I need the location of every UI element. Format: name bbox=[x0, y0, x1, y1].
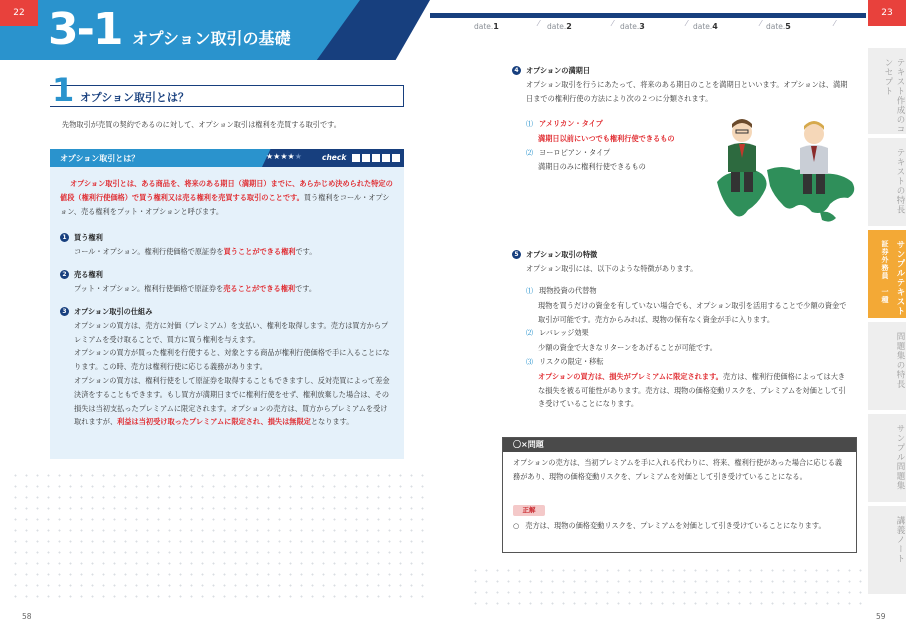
section-number: 1 bbox=[52, 71, 75, 109]
chapter-title: オプション取引の基礎 bbox=[132, 29, 291, 48]
section-title: オプション取引とは？ bbox=[80, 91, 190, 104]
date-item: date.5 bbox=[766, 22, 791, 31]
definition-box-label: オプション取引とは？ bbox=[60, 154, 140, 163]
definition-box bbox=[50, 149, 404, 459]
section-4: 4 オプションの満期日 オプション取引を行うにあたって、将来のある期日のことを満期日といいます。オプションは、満期日までの権利行使の方法により次の２つに分類されます。 bbox=[512, 64, 852, 105]
date-separator: ⁄ bbox=[538, 19, 540, 28]
dotted-background-left bbox=[10, 470, 430, 600]
date-item: date.1 bbox=[474, 22, 499, 31]
date-separator: ⁄ bbox=[686, 19, 688, 28]
item-put: 2 売る権利 プット・オプション。権利行使価格で原証券を売ることができる権利です。 bbox=[60, 268, 394, 296]
date-item: date.2 bbox=[547, 22, 572, 31]
date-item: date.3 bbox=[620, 22, 645, 31]
right-page-number: 59 bbox=[876, 612, 886, 621]
sidebar-tab-text-features[interactable]: テキストの特長 bbox=[868, 138, 906, 226]
difficulty-stars: ★★★★★ bbox=[266, 152, 302, 161]
difficulty-star-empty: ★ bbox=[294, 152, 302, 161]
item-call: 1 買う権利 コール・オプション。権利行使価格で原証券を買うことができる権利です。 bbox=[60, 231, 394, 259]
check-box[interactable] bbox=[392, 154, 400, 162]
date-bar bbox=[430, 13, 866, 35]
item-mechanism: 3 オプション取引の仕組み オプションの買方は、売方に対価（プレミアム）を支払い、権利を取得します。売方は買方からプレミアムを受け取ることで、買方に買う権利を与えます。 オプションの買方が買った権利を行使すると、対象とする商品が権利行使価格で手に入ることになります。この時、売方は権利行使に応じる義務があります。 オプションの買方は、権利行使をして原証券を取得することもできますし、反対売買によって差金決済をすることもできます。もし買方が満期日までに権利行使をせず、権利放棄した場合は、その損失は当初支払ったプレミアムに限定されます。オプションの売方は、買方からプレミアムを受け取れますが、利益は当初受け取ったプレミアムに限定され、損失は無限定となります。 bbox=[60, 305, 394, 429]
sidebar-tab-label: サンプルテキスト bbox=[895, 240, 905, 316]
american-type: ⑴ アメリカン・タイプ 満期日以前にいつでも権利行使できるもの ⑵ ヨーロピアン・タイプ 満期日のみに権利行使できるもの bbox=[526, 119, 675, 172]
sidebar-tab-sample-text[interactable] bbox=[868, 230, 906, 318]
date-separator: ⁄ bbox=[612, 19, 614, 28]
check-label: check bbox=[322, 153, 347, 162]
answer-mark: ○ bbox=[513, 521, 520, 530]
sidebar-tab-sample-workbook[interactable]: サンプル問題集 bbox=[868, 414, 906, 502]
definition-paragraph: オプション取引とは、ある商品を、将来のある期日（満期日）までに、あらかじめ決められた特定の値段（権利行使価格）で買う権利又は売る権利を売買する取引のことです。買う権利をコール・オプション、売る権利をプット・オプションと呼びます。 bbox=[60, 179, 393, 216]
feature-list: ⑴ 現物投資の代替物 現物を買うだけの資金を有していない場合でも、オプション取引を活用することで少額の資金で取引が可能です。売方からみれば、現物の保有なく資金が手に入ります。 ⑵ レバレッジ効果 少額の資金で大きなリターンをあげることが可能です。 ⑶ リスクの限定・移転 オプションの買方は、損失がプレミアムに限定されます。売方は、権利行使価格によっては大きな損失を被る可能性があります。売方は、現物の価格変動リスクを、プレミアムを対価として引き受けていることになります。 bbox=[526, 286, 847, 409]
left-page-number: 58 bbox=[22, 612, 32, 621]
check-box[interactable] bbox=[382, 154, 390, 162]
quiz-header bbox=[503, 438, 856, 452]
sidebar-tab-workbook-features[interactable]: 問題集の特長 bbox=[868, 322, 906, 410]
sidebar-tab-sublabel: 証券外務員 一種 bbox=[881, 240, 889, 304]
sidebar-tab-concept[interactable]: テキスト作成のコンセプト bbox=[868, 48, 906, 134]
world-map-illustration bbox=[712, 112, 862, 230]
answer-badge: 正解 bbox=[513, 505, 545, 516]
quiz-answer: ○ 売方は、現物の価格変動リスクを、プレミアムを対価として引き受けていることになります。 bbox=[513, 521, 826, 530]
quiz-label: 〇×問題 bbox=[513, 440, 544, 449]
chapter-number: 3-1 bbox=[48, 4, 122, 55]
check-box[interactable] bbox=[362, 154, 370, 162]
left-page-tab: 22 bbox=[0, 0, 38, 26]
date-item: date.4 bbox=[693, 22, 718, 31]
sidebar-tab-lecture-notes[interactable]: 講義ノート bbox=[868, 506, 906, 594]
check-box[interactable] bbox=[352, 154, 360, 162]
date-separator: ⁄ bbox=[834, 19, 836, 28]
intro-text: 先物取引が売買の契約であるのに対して、オプション取引は権利を売買する取引です。 bbox=[62, 120, 341, 129]
date-separator: ⁄ bbox=[760, 19, 762, 28]
dotted-background-right bbox=[470, 565, 865, 605]
quiz-box bbox=[502, 437, 857, 553]
quiz-question: オプションの売方は、当初プレミアムを手に入れる代わりに、将来、権利行使があった場合に応じる義務があり、現物の価格変動リスクを、プレミアムを対価として引き受けていることになる。 bbox=[513, 458, 843, 481]
section-5: 5 オプション取引の特徴 オプション取引には、以下のような特徴があります。 bbox=[512, 248, 852, 276]
check-box[interactable] bbox=[372, 154, 380, 162]
right-page-tab: 23 bbox=[868, 0, 906, 26]
check-boxes[interactable] bbox=[352, 154, 400, 162]
